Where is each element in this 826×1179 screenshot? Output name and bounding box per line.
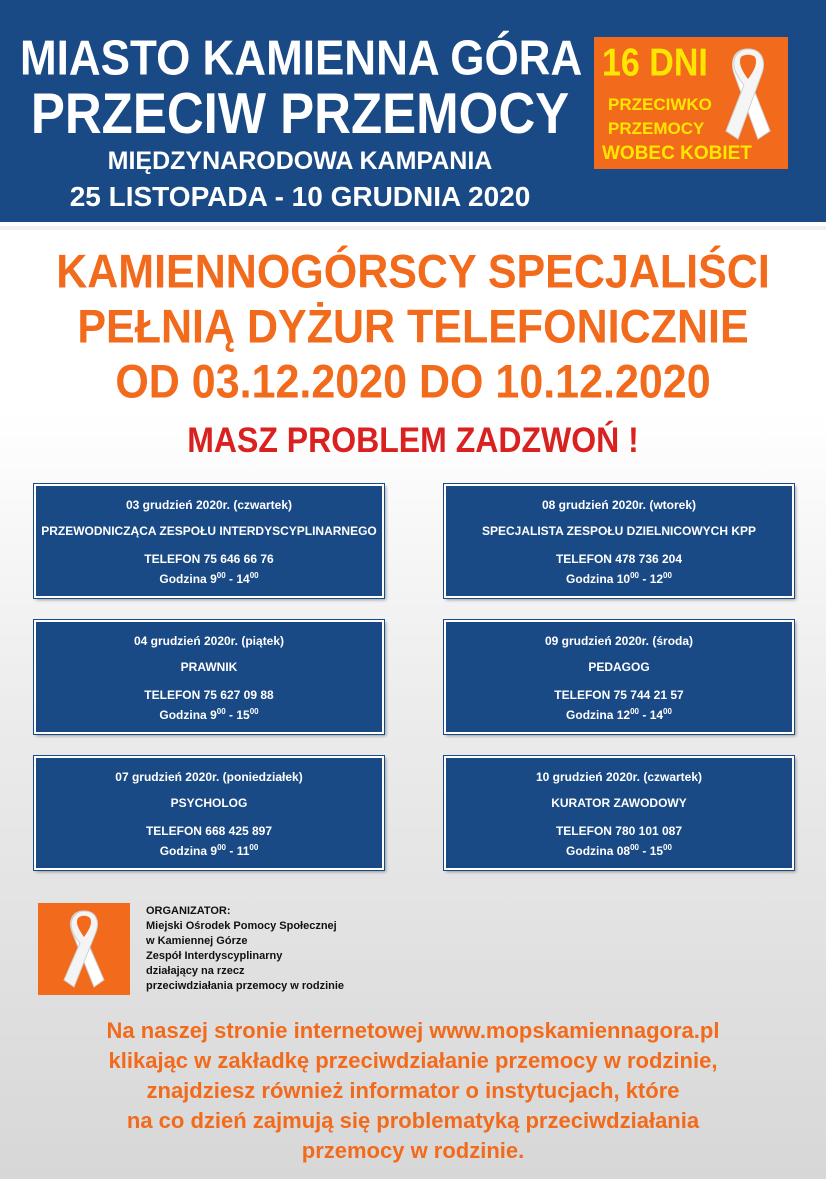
duty-box — [444, 484, 794, 598]
organizer-line4: działający na rzecz — [146, 965, 245, 977]
footer-line3: znajdziesz również informator o instytucjach, które — [146, 1078, 680, 1103]
duty-phone: TELEFON 75 627 09 88 — [144, 688, 274, 702]
duty-hours: Godzina $10^{00} - 12^{00}$ — [566, 571, 672, 586]
duty-box — [34, 756, 384, 870]
headline-line2: PEŁNIĄ DYŻUR TELEFONICZNIE — [77, 300, 749, 354]
duty-box — [34, 484, 384, 598]
duty-role: KURATOR ZAWODOWY — [551, 796, 687, 810]
duty-date: 09 grudzień 2020r. (środa) — [544, 634, 694, 648]
awareness-ribbon-icon — [52, 907, 116, 993]
duty-hours: Godzina $9^{00} - 14^{00}$ — [159, 571, 259, 586]
duty-phone: TELEFON 668 425 897 — [145, 824, 273, 838]
duty-role: SPECJALISTA ZESPOŁU DZIELNICOWYCH KPP — [481, 524, 757, 538]
footer-line1: Na naszej stronie internetowej www.mopskamiennagora.pl — [106, 1018, 720, 1043]
duty-hours: Godzina $12^{00} - 14^{00}$ — [566, 707, 672, 722]
badge-line2: PRZEMOCY — [608, 119, 705, 138]
duty-date: 04 grudzień 2020r. (piątek) — [133, 634, 285, 648]
footer-info — [0, 1016, 826, 1166]
duty-role: PRAWNIK — [180, 660, 238, 674]
organizer-info — [146, 904, 344, 994]
duty-box — [444, 756, 794, 870]
duty-box — [34, 620, 384, 734]
headline-line3: OD 03.12.2020 DO 10.12.2020 — [115, 355, 711, 409]
header-banner — [0, 0, 826, 226]
badge-days: 16 DNI — [602, 41, 708, 85]
duty-date: 03 grudzień 2020r. (czwartek) — [125, 498, 293, 512]
duty-role: PEDAGOG — [588, 660, 650, 674]
header-subtitle-line1: MIĘDZYNARODOWA KAMPANIA — [107, 147, 493, 175]
duty-phone: TELEFON 478 736 204 — [555, 552, 683, 566]
duty-date: 07 grudzień 2020r. (poniedziałek) — [115, 770, 303, 784]
duty-phone: TELEFON 75 744 21 57 — [554, 688, 684, 702]
call-to-action: MASZ PROBLEM ZADZWOŃ ! — [187, 420, 639, 460]
duty-role: PSYCHOLOG — [170, 796, 248, 810]
footer-line5: przemocy w rodzinie. — [301, 1138, 525, 1163]
duty-date: 08 grudzień 2020r. (wtorek) — [541, 498, 697, 512]
header-divider — [0, 226, 826, 230]
duty-hours: Godzina $08^{00} - 15^{00}$ — [566, 843, 672, 858]
badge-line1: PRZECIWKO — [608, 95, 712, 114]
organizer-line5: przeciwdziałania przemocy w rodzinie — [146, 980, 345, 992]
footer-line2: klikając w zakładkę przeciwdziałanie przemocy w rodzinie, — [108, 1048, 718, 1073]
campaign-badge — [594, 37, 788, 169]
header-subtitle-line2: 25 LISTOPADA - 10 GRUDNIA 2020 — [69, 181, 531, 212]
duty-hours: Godzina $9^{00} - 15^{00}$ — [159, 707, 259, 722]
awareness-ribbon-icon — [712, 43, 784, 147]
duty-hours: Godzina $9^{00} - 11^{00}$ — [159, 843, 259, 858]
duty-phone: TELEFON 780 101 087 — [555, 824, 683, 838]
organizer-line1: Miejski Ośrodek Pomocy Społecznej — [146, 920, 337, 932]
organizer-line2: w Kamiennej Górze — [146, 935, 248, 947]
headline-line1: KAMIENNOGÓRSCY SPECJALIŚCI — [56, 245, 770, 299]
organizer-line3: Zespół Interdyscyplinarny — [146, 950, 283, 962]
header-title-line2: PRZECIW PRZEMOCY — [30, 81, 570, 146]
duty-box — [444, 620, 794, 734]
footer-line4: na co dzień zajmują się problematyką przeciwdziałania — [126, 1108, 700, 1133]
organizer-logo — [38, 903, 130, 995]
header-title-line1: MIASTO KAMIENNA GÓRA — [20, 31, 583, 86]
organizer-label: ORGANIZATOR: — [146, 905, 231, 917]
duty-role: PRZEWODNICZĄCA ZESPOŁU INTERDYSCYPLINARNEGO — [41, 524, 377, 538]
duty-date: 10 grudzień 2020r. (czwartek) — [535, 770, 703, 784]
duty-phone: TELEFON 75 646 66 76 — [144, 552, 274, 566]
badge-line3: WOBEC KOBIET — [602, 143, 752, 164]
